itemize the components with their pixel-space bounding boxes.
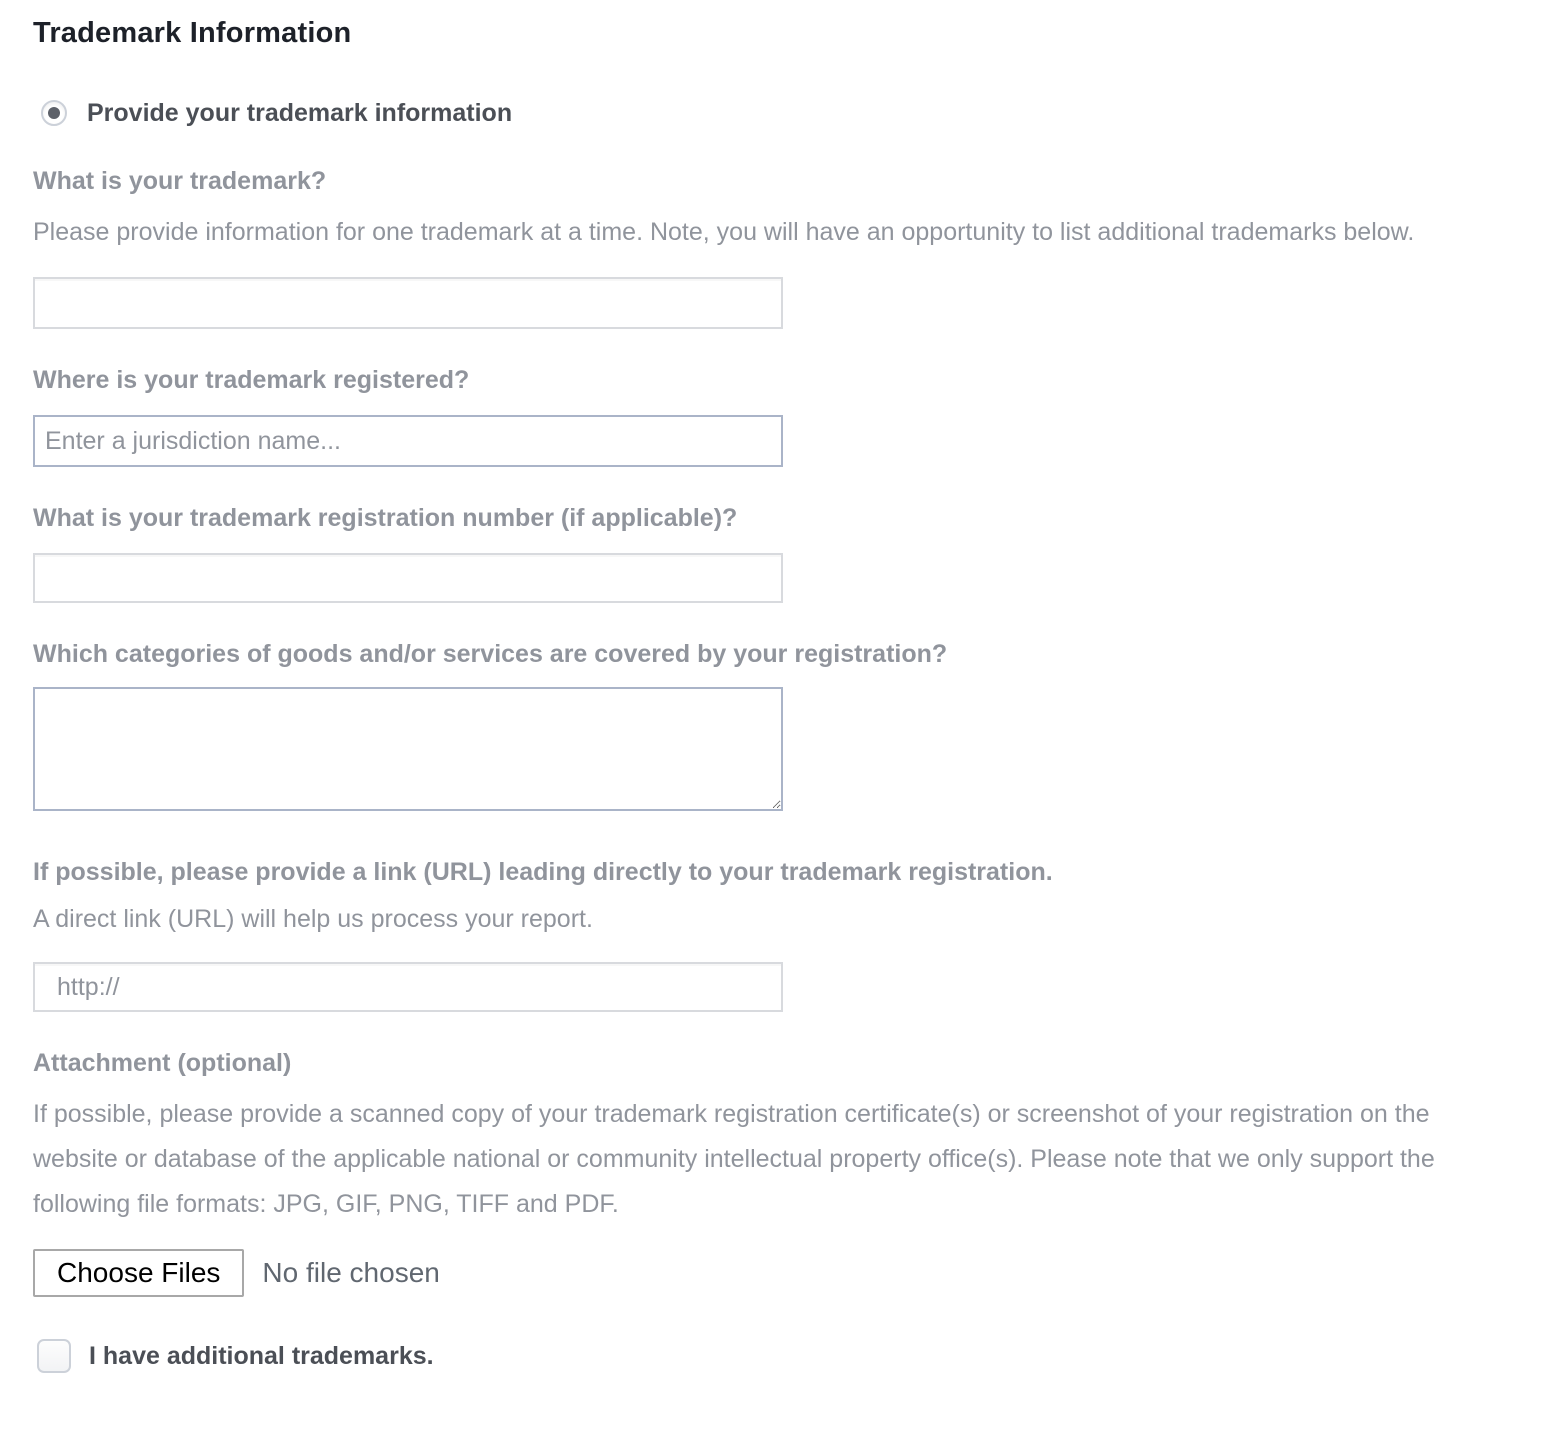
page-title: Trademark Information (33, 17, 352, 49)
radio-button-selected[interactable] (41, 100, 67, 126)
attachment-help-text: If possible, please provide a scanned copy of your trademark registration certificate(s) or screenshot of your registration on the website or database of the applicable national or community intellectual property office(s). Please note that we only support the following file formats: JPG, GIF, PNG, TIFF and PDF. (33, 1100, 1435, 1218)
registration-number-field-label: What is your trademark registration number (if applicable)? (33, 504, 738, 532)
file-chosen-status: No file chosen (262, 1257, 440, 1288)
trademark-input[interactable] (33, 277, 783, 329)
categories-textarea[interactable] (33, 687, 783, 811)
registration-link-input[interactable] (33, 962, 783, 1012)
radio-option-provide-trademark-info[interactable] (33, 98, 1523, 128)
registration-number-input[interactable] (33, 553, 783, 603)
categories-field-label: Which categories of goods and/or services are covered by your registration? (33, 640, 948, 668)
additional-trademarks-label: I have additional trademarks. (89, 1342, 434, 1370)
registration-link-field-label: If possible, please provide a link (URL) leading directly to your trademark registration. (33, 858, 1053, 886)
jurisdiction-input[interactable] (33, 415, 783, 467)
attachment-file-row (33, 1249, 1523, 1297)
additional-trademarks-checkbox[interactable] (37, 1339, 71, 1373)
radio-option-label: Provide your trademark information (87, 99, 513, 127)
choose-files-button[interactable]: Choose Files (33, 1249, 244, 1297)
trademark-help-text: Please provide information for one trademark at a time. Note, you will have an opportunity to list additional trademarks below. (33, 218, 1415, 246)
jurisdiction-field-label: Where is your trademark registered? (33, 366, 470, 394)
trademark-field-label: What is your trademark? (33, 167, 327, 195)
additional-trademarks-option[interactable] (33, 1339, 1523, 1373)
attachment-field-label: Attachment (optional) (33, 1049, 292, 1077)
registration-link-help-text: A direct link (URL) will help us process your report. (33, 905, 593, 933)
